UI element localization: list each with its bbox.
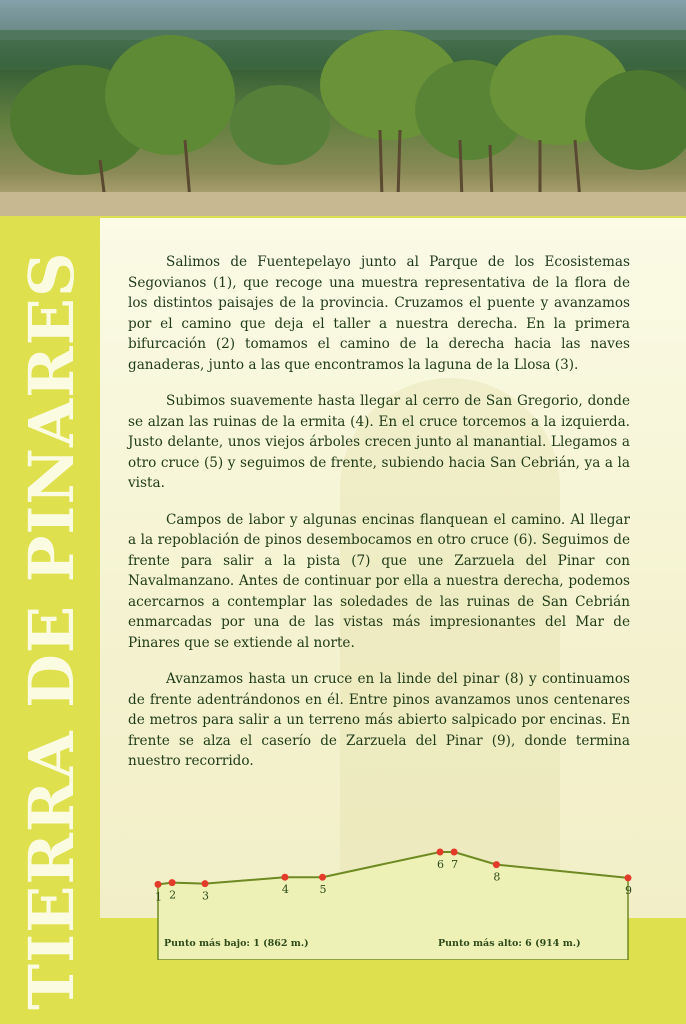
profile-point-label-6: 6	[437, 858, 444, 871]
profile-point-label-4: 4	[281, 883, 289, 897]
profile-point-label-8: 8	[493, 870, 501, 884]
profile-point-label-2: 2	[169, 888, 177, 902]
profile-point-6	[437, 849, 444, 856]
profile-point-label-1: 1	[155, 890, 162, 904]
pine-forest-illustration	[0, 0, 686, 216]
lowest-point-label: Punto más bajo: 1 (862 m.)	[164, 938, 309, 949]
profile-point-4	[281, 874, 288, 881]
profile-point-9	[625, 874, 632, 881]
route-paragraph-3: Campos de labor y algunas encinas flanquean el camino. Al llegar a la repoblación de pinos desembocamos en otro cruce (6). Seguimos de frente para salir a la pista (7) que une Zarzuela del Pinar con Navalmanzano. Antes de continuar por ella a nuestra derecha, podemos acercarnos a contemplar las soledades de las ruinas de San Cebrián enmarcadas por una de las vistas más impresionantes del Mar de Pinares que se extiende al norte.	[128, 511, 630, 651]
profile-point-3	[202, 880, 209, 887]
header-photo-pine-forest	[0, 0, 686, 216]
route-paragraph-1: Salimos de Fuentepelayo junto al Parque de los Ecosistemas Segovianos (1), que recoge una muestra representativa de la flora de los distintos paisajes de la provincia. Cruzamos el puente y avanzamos por el camino que deja el taller a nuestra derecha. En la primera bifurcación (2) tomamos el camino de la derecha hacia las naves ganaderas, junto a las que encontramos la laguna de la Llosa (3).	[128, 254, 630, 373]
profile-point-label-7: 7	[451, 858, 459, 871]
profile-point-5	[319, 874, 326, 881]
profile-point-7	[451, 849, 458, 856]
highest-point-label: Punto más alto: 6 (914 m.)	[438, 938, 581, 949]
side-title: TIERRA DE PINARES	[15, 251, 88, 1010]
profile-point-2	[169, 879, 176, 886]
profile-point-label-9: 9	[625, 883, 632, 897]
profile-point-1	[155, 881, 162, 888]
route-paragraph-4: Avanzamos hasta un cruce en la linde del pinar (8) y continuamos de frente adentrándonos en él. Entre pinos avanzamos unos centenares de metros para salir a un terreno más abierto salpicado por encinas. En frente se alza el caserío de Zarzuela del Pinar (9), donde termina nuestro recorrido.	[128, 671, 630, 769]
profile-point-8	[493, 861, 500, 868]
profile-point-label-5: 5	[319, 883, 327, 897]
route-description	[128, 252, 630, 788]
profile-point-label-3: 3	[202, 889, 209, 903]
route-paragraph-2: Subimos suavemente hasta llegar al cerro de San Gregorio, donde se alzan las ruinas de la ermita (4). En el cruce torcemos a la izquierda. Justo delante, unos viejos árboles crecen junto al manantial. Llegamos a otro cruce (5) y seguimos de frente, subiendo hacia San Cebrián, ya a la vista.	[128, 393, 630, 491]
